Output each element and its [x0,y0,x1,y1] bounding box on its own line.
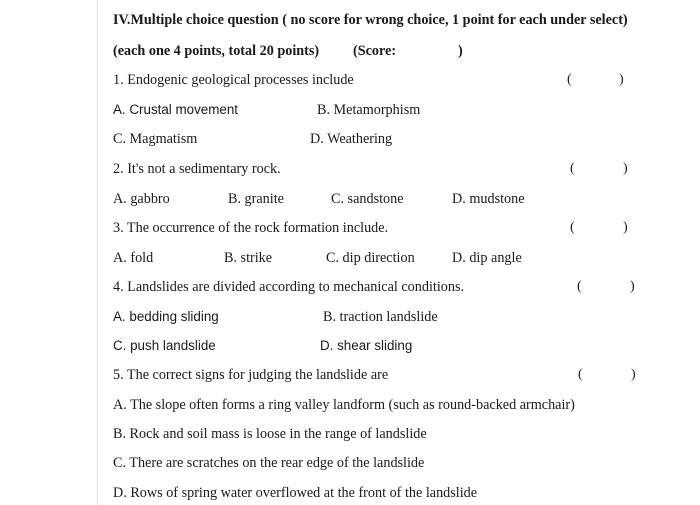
question-5-option-c: C. There are scratches on the rear edge of the landslide [113,455,425,471]
answer-blank-open: ( [567,72,572,87]
question-2-option-a: A. gabbro [113,191,170,207]
answer-blank-open: ( [570,161,575,176]
question-5-stem: 5. The correct signs for judging the landslide are [113,367,389,383]
question-3-stem: 3. The occurrence of the rock formation include. [113,220,389,236]
question-4-option-a: A. bedding sliding [113,309,219,324]
question-1-option-a: A. Crustal movement [113,102,239,117]
answer-blank-open: ( [578,367,583,382]
question-3-option-c: C. dip direction [326,250,415,266]
question-2-option-d: D. mudstone [452,191,525,207]
score-close: ) [458,43,463,59]
question-2-stem: 2. It's not a sedimentary rock. [113,161,281,177]
answer-blank-close: ) [623,161,628,176]
question-1-option-b: B. Metamorphism [317,102,421,118]
question-5-option-b: B. Rock and soil mass is loose in the range of landslide [113,426,427,442]
question-1-option-d: D. Weathering [310,131,393,147]
question-4-option-c: C. push landslide [113,338,216,353]
answer-blank-open: ( [570,220,575,235]
question-3-option-a: A. fold [113,250,154,266]
score-label: (Score: [353,43,397,59]
question-5-option-a: A. The slope often forms a ring valley landform (such as round-backed armchair) [113,397,575,413]
answer-blank-open: ( [577,279,582,294]
question-4-option-b: B. traction landslide [323,309,438,325]
question-1-option-c: C. Magmatism [113,131,198,147]
question-4-option-d: D. shear sliding [320,338,413,353]
question-1-stem: 1. Endogenic geological processes include [113,72,354,88]
answer-blank-close: ) [619,72,624,87]
answer-blank-close: ) [623,220,628,235]
page-margin-line [97,0,98,505]
question-2-option-c: C. sandstone [331,191,404,207]
question-3-option-b: B. strike [224,250,273,266]
answer-blank-close: ) [631,367,636,382]
answer-blank-close: ) [630,279,635,294]
question-3-option-d: D. dip angle [452,250,522,266]
question-5-option-d: D. Rows of spring water overflowed at the front of the landslide [113,485,478,501]
points-note: (each one 4 points, total 20 points) [113,43,320,59]
question-2-option-b: B. granite [228,191,284,207]
section-heading: IV.Multiple choice question ( no score for wrong choice, 1 point for each under select) [113,12,628,28]
question-4-stem: 4. Landslides are divided according to mechanical conditions. [113,279,465,295]
